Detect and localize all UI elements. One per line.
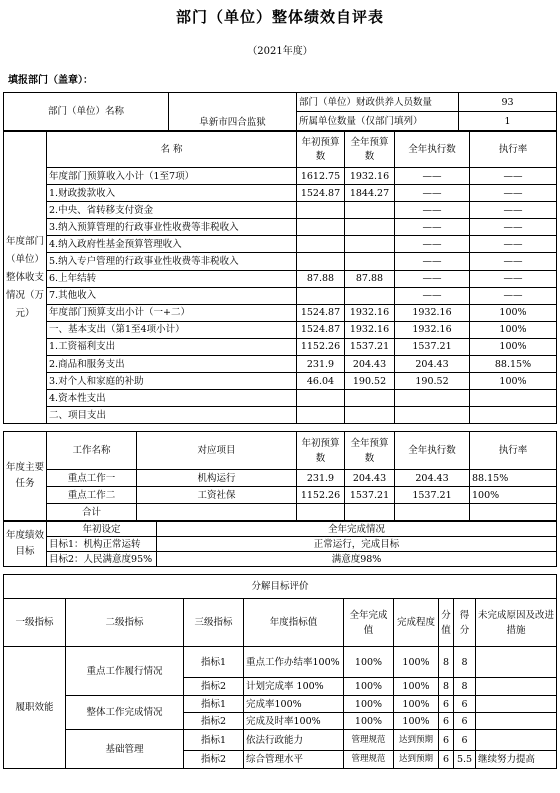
budget-item-name: 2.中央、省转移支付资金 <box>47 202 297 219</box>
budget-value <box>345 219 395 236</box>
eval-value: 100% <box>344 713 394 730</box>
budget-value: 87.88 <box>297 270 345 287</box>
eval-value: 8 <box>439 678 454 696</box>
budget-item-name: 一、基本支出（第1至4项小计） <box>47 321 297 338</box>
budget-row <box>4 253 557 270</box>
eval-section-title: 分解目标评价 <box>4 575 557 599</box>
budget-value <box>297 407 345 424</box>
tasks-total-value <box>345 504 395 521</box>
budget-value: 190.52 <box>395 373 470 390</box>
budget-value <box>395 407 470 424</box>
eval-target-value: 综合管理水平 <box>244 751 344 769</box>
fill-department-label: 填报部门（盖章）： <box>8 75 93 86</box>
dept-name-value: 阜新市四合监狱 <box>169 93 297 131</box>
page-title: 部门（单位）整体绩效自评表 <box>175 8 384 26</box>
budget-header-0: 名 称 <box>47 132 297 168</box>
budget-value: 204.43 <box>395 356 470 373</box>
task-value: 1152.26 <box>297 487 345 504</box>
tasks-header-1: 对应项目 <box>137 432 297 470</box>
eval-level3: 指标1 <box>184 730 244 751</box>
eval-level3: 指标1 <box>184 696 244 713</box>
budget-row <box>4 356 557 373</box>
budget-item-name: 2.商品和服务支出 <box>47 356 297 373</box>
budget-value: —— <box>470 287 557 304</box>
budget-value: 1844.27 <box>345 185 395 202</box>
budget-header-1: 年初预算数 <box>297 132 345 168</box>
budget-value: 1612.75 <box>297 168 345 185</box>
budget-header-2: 全年预算数 <box>345 132 395 168</box>
budget-item-name: 5.纳入专户管理的行政事业性收费等非税收入 <box>47 253 297 270</box>
task-value: 204.43 <box>395 470 470 487</box>
budget-value: —— <box>470 185 557 202</box>
eval-value: 6 <box>439 751 454 769</box>
eval-row <box>4 647 557 678</box>
budget-value: 204.43 <box>345 356 395 373</box>
tasks-total-value <box>395 504 470 521</box>
eval-header-0: 一级指标 <box>4 599 66 647</box>
task-row <box>4 470 557 487</box>
tasks-header-5: 执行率 <box>470 432 557 470</box>
tasks-total-value <box>470 504 557 521</box>
task-value: 88.15% <box>470 470 557 487</box>
goals-header-done: 全年完成情况 <box>157 522 557 537</box>
staff-count-value: 93 <box>459 93 557 112</box>
budget-value: —— <box>470 253 557 270</box>
budget-row <box>4 287 557 304</box>
budget-header-3: 全年执行数 <box>395 132 470 168</box>
eval-value: 管理规范 <box>344 730 394 751</box>
budget-value: 100% <box>470 321 557 338</box>
budget-row <box>4 338 557 355</box>
tasks-side-label: 年度主要任务 <box>4 432 47 521</box>
task-value: 1537.21 <box>345 487 395 504</box>
sub-unit-count-value: 1 <box>459 112 557 131</box>
budget-header-row <box>4 132 557 168</box>
eval-value <box>476 713 557 730</box>
eval-header-4: 全年完成值 <box>344 599 394 647</box>
goal-target: 目标2：人民满意度95% <box>47 552 157 567</box>
budget-item-name: 4.纳入政府性基金预算管理收入 <box>47 236 297 253</box>
eval-value: 5.5 <box>454 751 476 769</box>
budget-value: —— <box>395 168 470 185</box>
budget-row <box>4 321 557 338</box>
budget-item-name: 二、项目支出 <box>47 407 297 424</box>
goal-target: 目标1：机构正常运转 <box>47 537 157 552</box>
budget-value: —— <box>470 202 557 219</box>
budget-value: 88.15% <box>470 356 557 373</box>
eval-value <box>476 696 557 713</box>
budget-value: —— <box>395 236 470 253</box>
tasks-header-3: 全年预算数 <box>345 432 395 470</box>
eval-target-value: 计划完成率 100% <box>244 678 344 696</box>
budget-value: —— <box>395 185 470 202</box>
budget-value <box>345 407 395 424</box>
goals-table <box>3 521 557 567</box>
task-value: 231.9 <box>297 470 345 487</box>
budget-value: 1152.26 <box>297 338 345 355</box>
budget-row <box>4 219 557 236</box>
budget-value: 46.04 <box>297 373 345 390</box>
eval-level3: 指标2 <box>184 751 244 769</box>
eval-value: 6 <box>454 730 476 751</box>
budget-value <box>345 236 395 253</box>
tasks-total-value <box>137 504 297 521</box>
eval-value: 管理规范 <box>344 751 394 769</box>
budget-header-4: 执行率 <box>470 132 557 168</box>
eval-header-8: 未完成原因及改进措施 <box>476 599 557 647</box>
budget-row <box>4 270 557 287</box>
budget-item-name: 3.纳入预算管理的行政事业性收费等非税收入 <box>47 219 297 236</box>
page-subtitle: （2021年度） <box>247 46 313 57</box>
eval-title-row <box>4 575 557 599</box>
eval-value: 8 <box>454 678 476 696</box>
budget-value <box>297 390 345 407</box>
budget-item-name: 3.对个人和家庭的补助 <box>47 373 297 390</box>
budget-value <box>470 407 557 424</box>
eval-value: 达到预期 <box>394 730 439 751</box>
eval-target-value: 重点工作办结率100% <box>244 647 344 678</box>
dept-name-label: 部门（单位）名称 <box>4 93 169 131</box>
sub-unit-count-label: 所属单位数量（仅部门填列） <box>297 112 459 131</box>
eval-value: 8 <box>439 647 454 678</box>
eval-header-2: 三级指标 <box>184 599 244 647</box>
budget-row <box>4 185 557 202</box>
budget-value: —— <box>470 236 557 253</box>
eval-value: 100% <box>394 713 439 730</box>
goal-result: 满意度98% <box>157 552 557 567</box>
tasks-total-label: 合计 <box>47 504 137 521</box>
budget-side-label: 年度部门（单位）整体收支情况（万元） <box>4 132 47 424</box>
budget-table <box>3 131 557 424</box>
tasks-total-row <box>4 504 557 521</box>
eval-value: 6 <box>454 713 476 730</box>
goals-header-set: 年初设定 <box>47 522 157 537</box>
budget-value: 1524.87 <box>297 185 345 202</box>
budget-value <box>395 390 470 407</box>
budget-value: 1524.87 <box>297 304 345 321</box>
budget-value: —— <box>470 168 557 185</box>
eval-header-6: 分值 <box>439 599 454 647</box>
budget-value: 1932.16 <box>345 321 395 338</box>
tasks-header-row <box>4 432 557 470</box>
eval-value: 6 <box>439 696 454 713</box>
goals-header-row <box>4 522 557 537</box>
eval-value: 100% <box>344 647 394 678</box>
budget-row <box>4 236 557 253</box>
budget-value: 1932.16 <box>395 321 470 338</box>
eval-header-1: 二级指标 <box>66 599 184 647</box>
eval-value: 达到预期 <box>394 751 439 769</box>
eval-value: 6 <box>439 730 454 751</box>
budget-value: 100% <box>470 373 557 390</box>
budget-value <box>345 287 395 304</box>
tasks-header-2: 年初预算数 <box>297 432 345 470</box>
task-value: 204.43 <box>345 470 395 487</box>
task-value: 工资社保 <box>137 487 297 504</box>
eval-value: 100% <box>394 678 439 696</box>
budget-value: —— <box>470 270 557 287</box>
budget-value <box>345 253 395 270</box>
goals-side-label: 年度绩效目标 <box>4 522 47 567</box>
task-name: 重点工作二 <box>47 487 137 504</box>
budget-value: 1932.16 <box>345 304 395 321</box>
eval-level2: 整体工作完成情况 <box>66 696 184 730</box>
goal-result: 正常运行，完成目标 <box>157 537 557 552</box>
eval-value: 100% <box>344 696 394 713</box>
budget-value: 1537.21 <box>345 338 395 355</box>
goal-row <box>4 552 557 567</box>
budget-row <box>4 304 557 321</box>
eval-value: 100% <box>394 647 439 678</box>
eval-level1: 履职效能 <box>4 647 66 769</box>
budget-value <box>297 253 345 270</box>
eval-target-value: 完成及时率100% <box>244 713 344 730</box>
budget-item-name: 1.财政拨款收入 <box>47 185 297 202</box>
eval-value: 100% <box>394 696 439 713</box>
budget-value <box>345 202 395 219</box>
eval-value: 继续努力提高 <box>476 751 557 769</box>
budget-value: —— <box>395 287 470 304</box>
budget-value <box>297 202 345 219</box>
budget-value: —— <box>395 202 470 219</box>
staff-count-label: 部门（单位）财政供养人员数量 <box>297 93 459 112</box>
task-value: 1537.21 <box>395 487 470 504</box>
tasks-header-0: 工作名称 <box>47 432 137 470</box>
budget-item-name: 年度部门预算支出小计（一+二） <box>47 304 297 321</box>
budget-value <box>345 390 395 407</box>
tasks-table <box>3 431 557 521</box>
budget-value: 100% <box>470 304 557 321</box>
budget-value <box>297 287 345 304</box>
budget-value: 1537.21 <box>395 338 470 355</box>
task-row <box>4 487 557 504</box>
budget-value <box>297 219 345 236</box>
tasks-header-4: 全年执行数 <box>395 432 470 470</box>
task-name: 重点工作一 <box>47 470 137 487</box>
eval-value: 6 <box>439 713 454 730</box>
task-value: 机构运行 <box>137 470 297 487</box>
budget-value: 1932.16 <box>395 304 470 321</box>
budget-item-name: 1.工资福利支出 <box>47 338 297 355</box>
eval-header-5: 完成程度 <box>394 599 439 647</box>
eval-value: 100% <box>344 678 394 696</box>
eval-value <box>476 647 557 678</box>
budget-row <box>4 168 557 185</box>
budget-row <box>4 407 557 424</box>
eval-header-7: 得分 <box>454 599 476 647</box>
budget-value: 100% <box>470 338 557 355</box>
budget-value: —— <box>470 219 557 236</box>
eval-level2: 重点工作履行情况 <box>66 647 184 696</box>
eval-value <box>476 730 557 751</box>
eval-row <box>4 696 557 713</box>
budget-item-name: 年度部门预算收入小计（1至7项） <box>47 168 297 185</box>
eval-row <box>4 730 557 751</box>
dept-info-table <box>3 92 557 131</box>
budget-value: 190.52 <box>345 373 395 390</box>
task-value: 100% <box>470 487 557 504</box>
eval-level2: 基础管理 <box>66 730 184 769</box>
budget-value <box>297 236 345 253</box>
eval-level3: 指标2 <box>184 713 244 730</box>
eval-header-3: 年度指标值 <box>244 599 344 647</box>
budget-item-name: 4.资本性支出 <box>47 390 297 407</box>
eval-level3: 指标2 <box>184 678 244 696</box>
eval-value: 8 <box>454 647 476 678</box>
budget-value: 87.88 <box>345 270 395 287</box>
tasks-total-value <box>297 504 345 521</box>
budget-value: 1524.87 <box>297 321 345 338</box>
budget-item-name: 6.上年结转 <box>47 270 297 287</box>
budget-row <box>4 390 557 407</box>
eval-value <box>476 678 557 696</box>
budget-value: —— <box>395 253 470 270</box>
budget-value: —— <box>395 219 470 236</box>
budget-row <box>4 202 557 219</box>
budget-value: 1932.16 <box>345 168 395 185</box>
eval-target-value: 依法行政能力 <box>244 730 344 751</box>
evaluation-table <box>3 574 557 769</box>
budget-item-name: 7.其他收入 <box>47 287 297 304</box>
budget-value <box>470 390 557 407</box>
budget-value: —— <box>395 270 470 287</box>
eval-level3: 指标1 <box>184 647 244 678</box>
eval-header-row <box>4 599 557 647</box>
goal-row <box>4 537 557 552</box>
eval-value: 6 <box>454 696 476 713</box>
budget-row <box>4 373 557 390</box>
eval-target-value: 完成率100% <box>244 696 344 713</box>
budget-value: 231.9 <box>297 356 345 373</box>
